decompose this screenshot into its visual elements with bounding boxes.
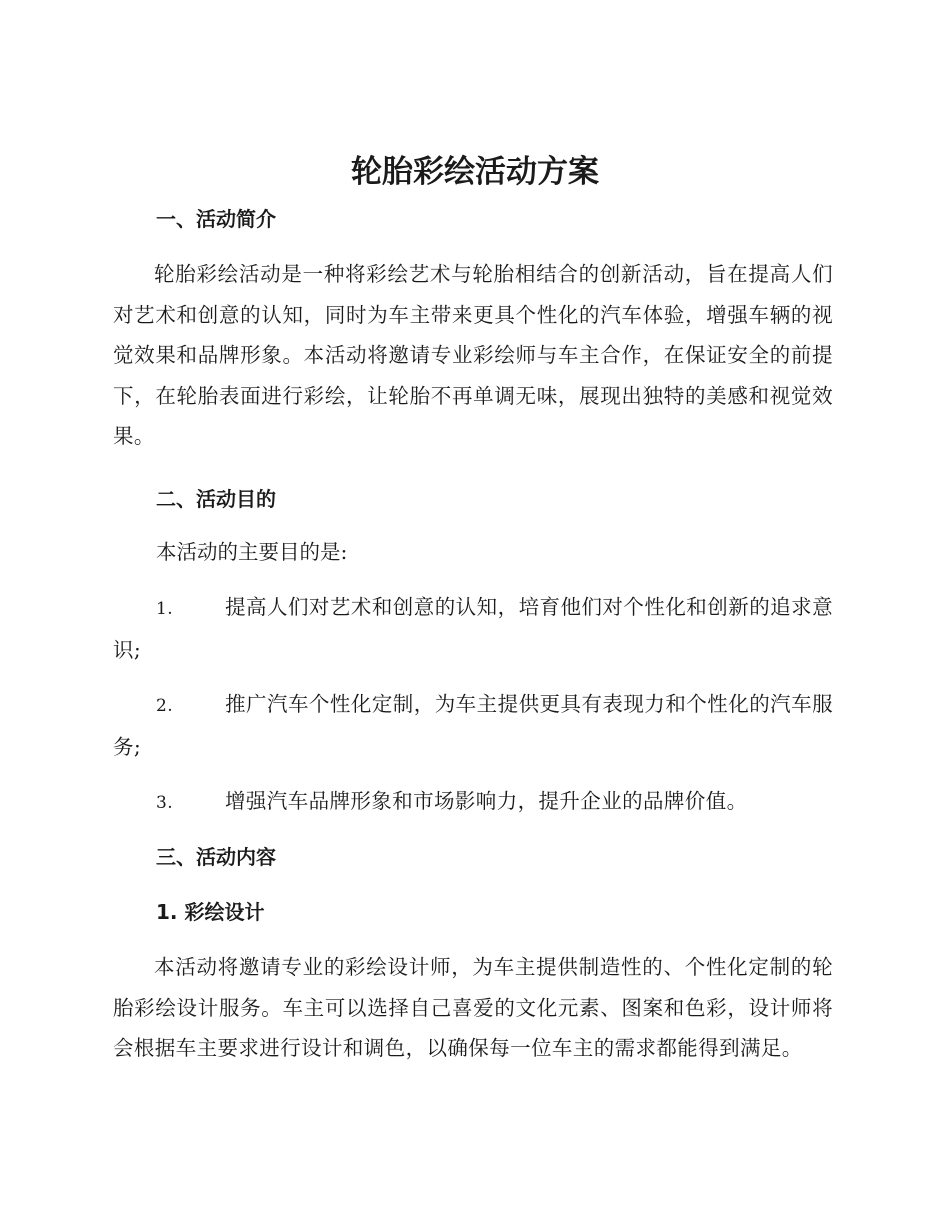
list-text: 增强汽车品牌形象和市场影响力，提升企业的品牌价值。: [225, 789, 748, 813]
section-heading-purpose: 二、活动目的: [156, 487, 276, 511]
purpose-item-1: [113, 587, 833, 671]
purpose-item-2: [113, 684, 833, 768]
purpose-item-3: [113, 781, 833, 824]
document-title: 轮胎彩绘活动方案: [351, 154, 599, 190]
list-number: 1.: [156, 599, 174, 619]
list-number: 3.: [156, 793, 174, 813]
subsection-heading-design: 1. 彩绘设计: [156, 900, 265, 924]
intro-paragraph: 轮胎彩绘活动是一种将彩绘艺术与轮胎相结合的创新活动，旨在提高人们对艺术和创意的认知，同时为车主带来更具个性化的汽车体验，增强车辆的视觉效果和品牌形象。本活动将邀请专业彩绘师与车主合作，在保证安全的前提下，在轮胎表面进行彩绘，让轮胎不再单调无味，展现出独特的美感和视觉效果。: [113, 262, 833, 448]
list-number: 2.: [156, 696, 174, 716]
section-heading-intro: 一、活动简介: [156, 207, 276, 231]
list-text: 推广汽车个性化定制，为车主提供更具有表现力和个性化的汽车服务;: [113, 692, 833, 759]
section-heading-content: 三、活动内容: [156, 845, 276, 869]
list-text: 提高人们对艺术和创意的认知，培育他们对个性化和创新的追求意识;: [113, 595, 833, 662]
design-paragraph: 本活动将邀请专业的彩绘设计师，为车主提供制造性的、个性化定制的轮胎彩绘设计服务。车主可以选择自己喜爱的文化元素、图案和色彩，设计师将会根据车主要求进行设计和调色，以确保每一位车主的需求都能得到满足。: [113, 955, 833, 1060]
purpose-lead: 本活动的主要目的是:: [156, 540, 348, 564]
